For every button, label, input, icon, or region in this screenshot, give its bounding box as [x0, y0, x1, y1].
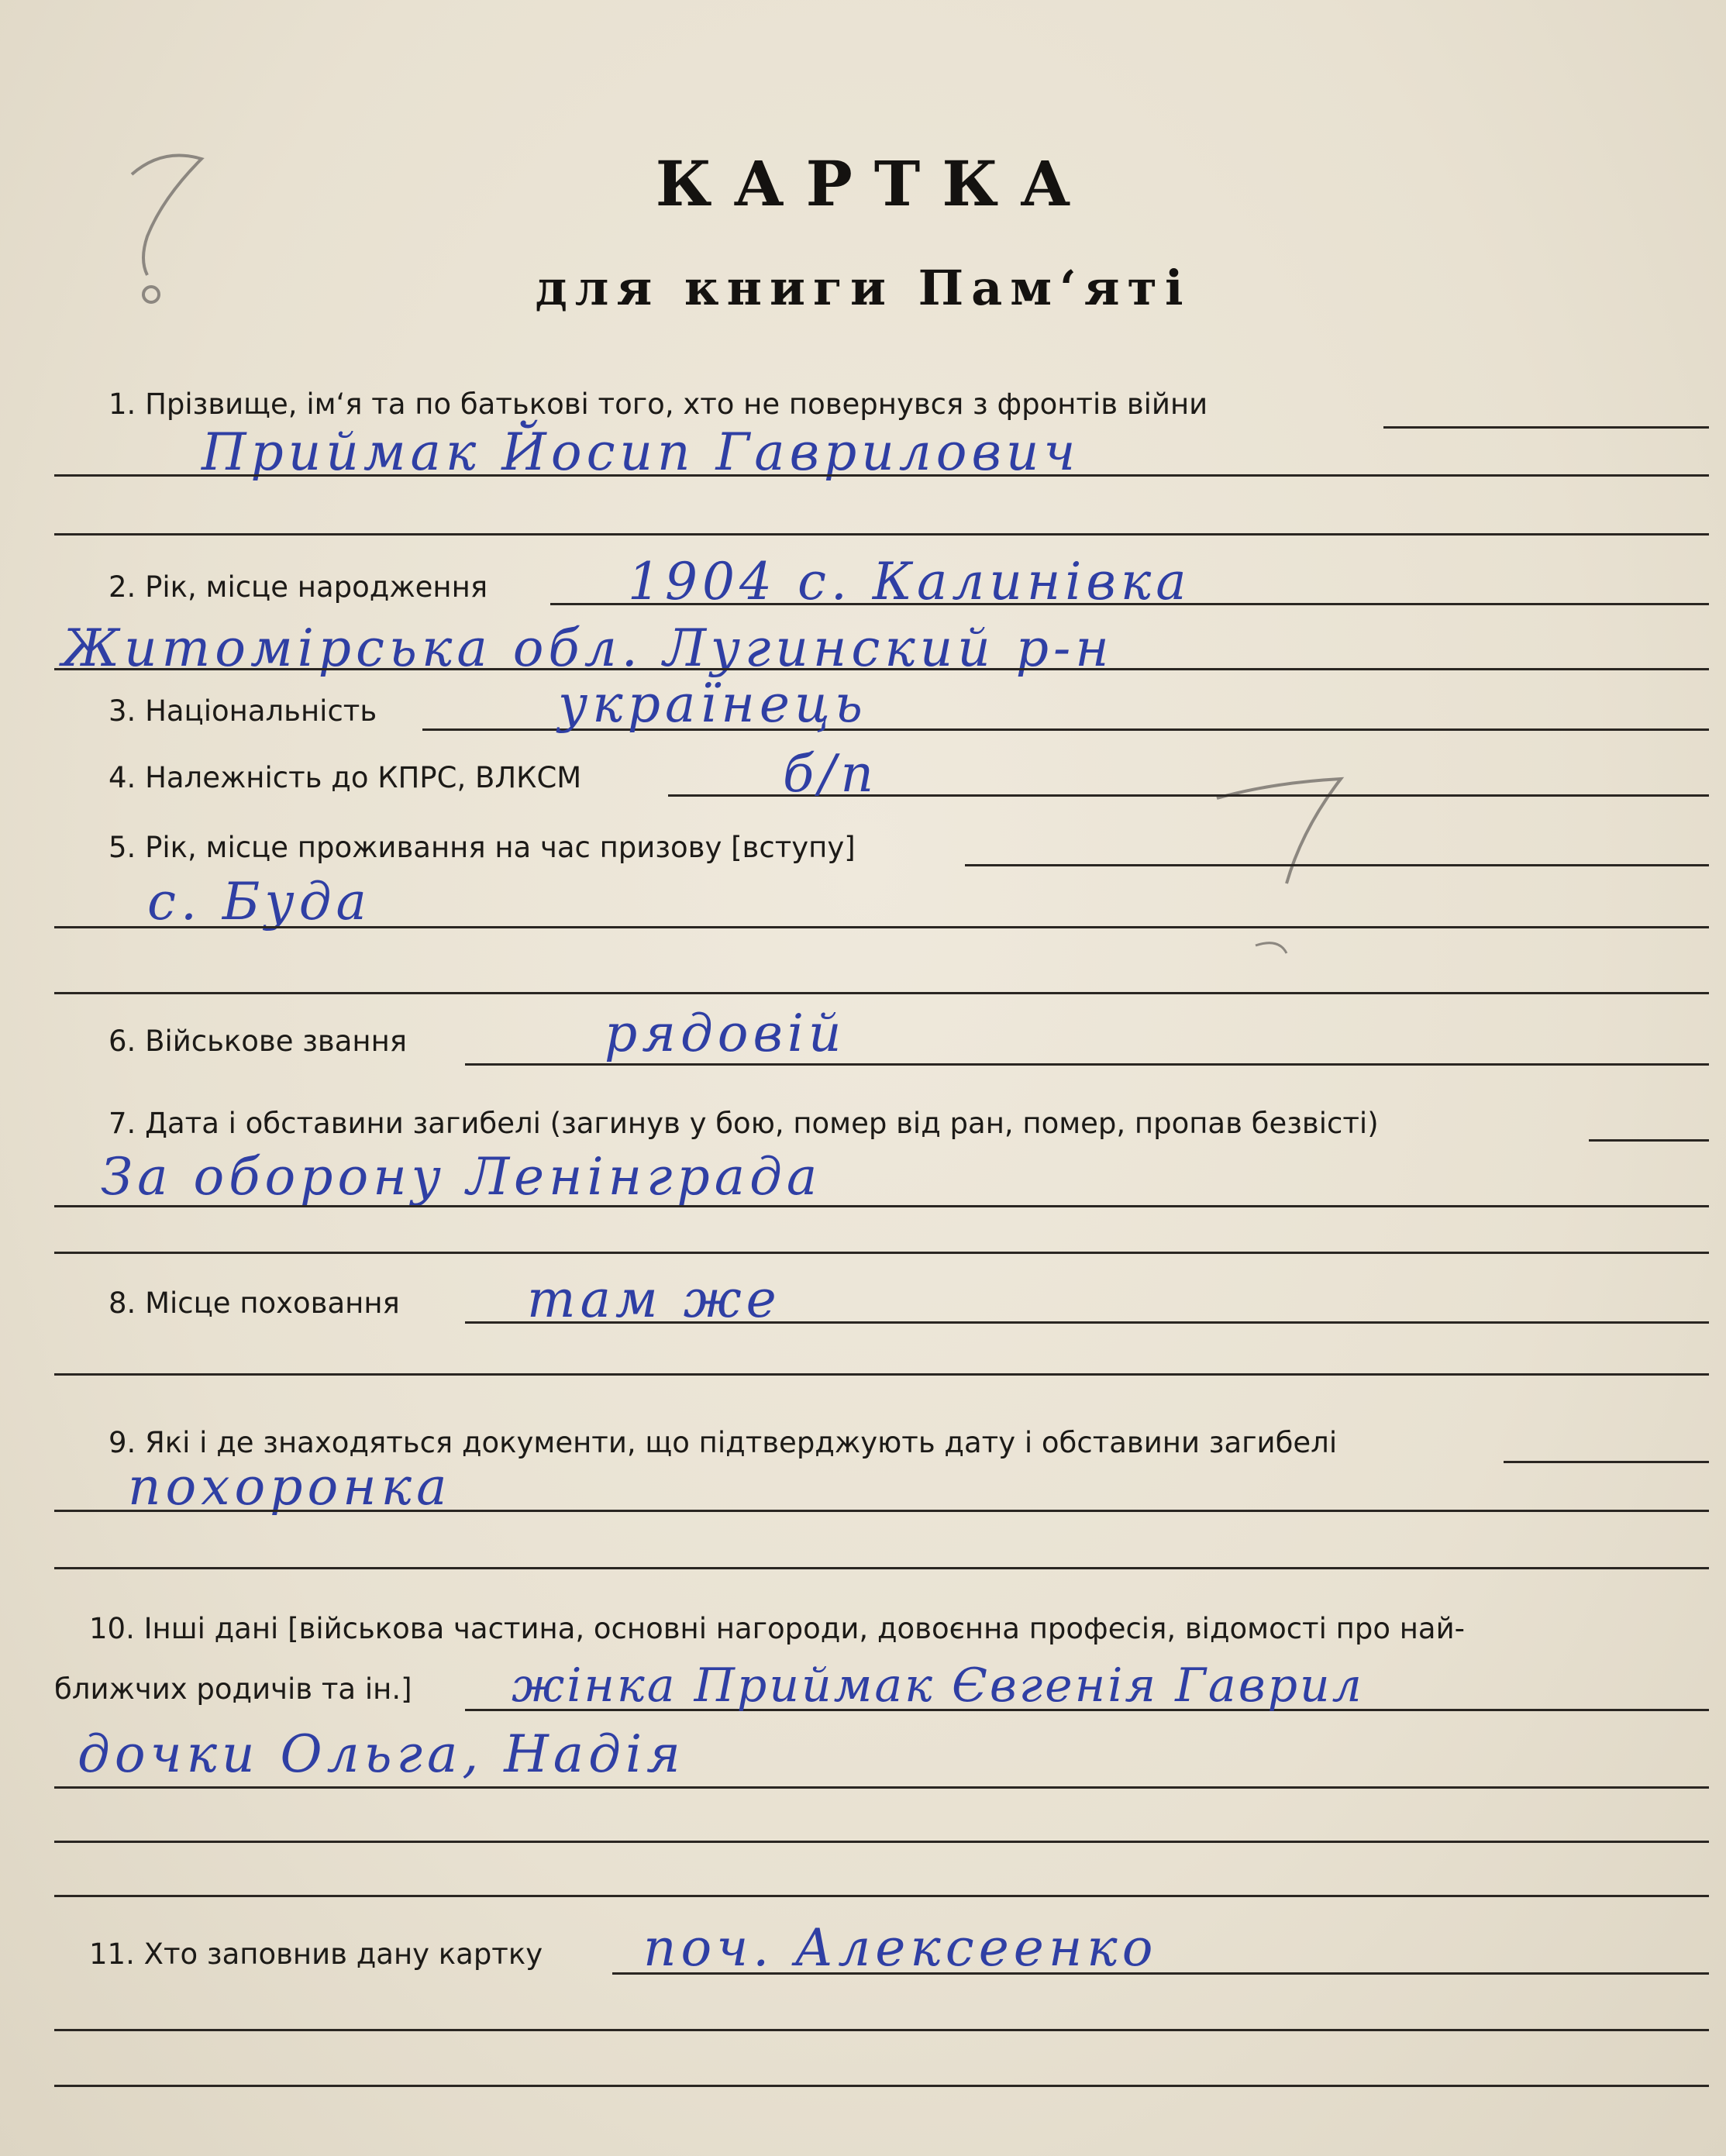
field-2-value: 1904 с. Калинівка — [628, 552, 1191, 611]
field-9-label: 9. Які і де знаходяться документи, що підтверджують дату і обставини загибелі — [109, 1426, 1338, 1459]
field-4-label: 4. Належність до КПРС, ВЛКСМ — [109, 761, 582, 794]
field-4-value: б/п — [783, 744, 879, 804]
field-5-rule-2 — [54, 926, 1709, 928]
field-2-value-2: Житомірська обл. Лугинский р-н — [62, 618, 1114, 678]
field-1-rule-3 — [54, 533, 1709, 536]
field-6-value: рядовій — [605, 1004, 846, 1063]
field-6-label: 6. Військове звання — [109, 1025, 408, 1058]
field-5-rule — [965, 864, 1709, 866]
field-7-label: 7. Дата і обставини загибелі (загинув у бою, помер від ран, помер, пропав безвісті) — [109, 1107, 1379, 1140]
field-10-value: жінка Приймак Євгенія Гаврил — [512, 1658, 1364, 1713]
field-7-rule — [1589, 1139, 1709, 1142]
field-6-rule — [465, 1063, 1709, 1066]
field-9-rule-2 — [54, 1510, 1709, 1512]
field-10-label: 10. Інші дані [військова частина, основні нагороди, довоєнна професія, відомості про най- — [89, 1612, 1465, 1645]
field-11-rule-2 — [54, 2029, 1709, 2031]
field-9-value: похоронка — [128, 1457, 452, 1517]
field-10-rule-3 — [54, 1841, 1709, 1843]
field-2-label: 2. Рік, місце народження — [109, 570, 488, 604]
field-8-value: там же — [527, 1269, 781, 1329]
field-10-value-2: дочки Ольга, Надія — [78, 1724, 685, 1784]
field-9-rule-3 — [54, 1567, 1709, 1569]
field-1-value: Приймак Йосип Гаврилович — [202, 422, 1080, 482]
pencil-seven-mark-icon — [1201, 767, 1356, 969]
card-subtitle: для книги Пам‘яті — [535, 260, 1191, 316]
field-11-label: 11. Хто заповнив дану картку — [89, 1937, 543, 1971]
field-11-value: поч. Алексеенко — [643, 1918, 1158, 1978]
field-1-rule — [1383, 426, 1709, 429]
field-10-rule-4 — [54, 1895, 1709, 1897]
field-3-label: 3. Національність — [109, 694, 377, 728]
field-5-value: с. Буда — [147, 872, 371, 932]
field-10-label-2: ближчих родичів та ін.] — [54, 1672, 412, 1706]
field-7-rule-3 — [54, 1252, 1709, 1254]
field-7-rule-2 — [54, 1205, 1709, 1207]
field-10-rule-2 — [54, 1786, 1709, 1789]
field-1-rule-2 — [54, 474, 1709, 477]
field-8-rule-2 — [54, 1373, 1709, 1376]
field-3-value: українець — [558, 674, 867, 734]
field-11-rule-3 — [54, 2085, 1709, 2087]
card-title: КАРТКА — [655, 147, 1093, 220]
field-5-label: 5. Рік, місце проживання на час призову [вступу] — [109, 831, 856, 864]
field-9-rule — [1504, 1461, 1709, 1463]
field-1-label: 1. Прізвище, ім‘я та по батькові того, хто не повернувся з фронтів війни — [109, 387, 1208, 421]
field-2-rule-2 — [54, 668, 1709, 670]
field-5-rule-3 — [54, 992, 1709, 994]
field-8-label: 8. Місце поховання — [109, 1286, 400, 1320]
field-7-value: За оборону Ленінграда — [101, 1147, 822, 1207]
